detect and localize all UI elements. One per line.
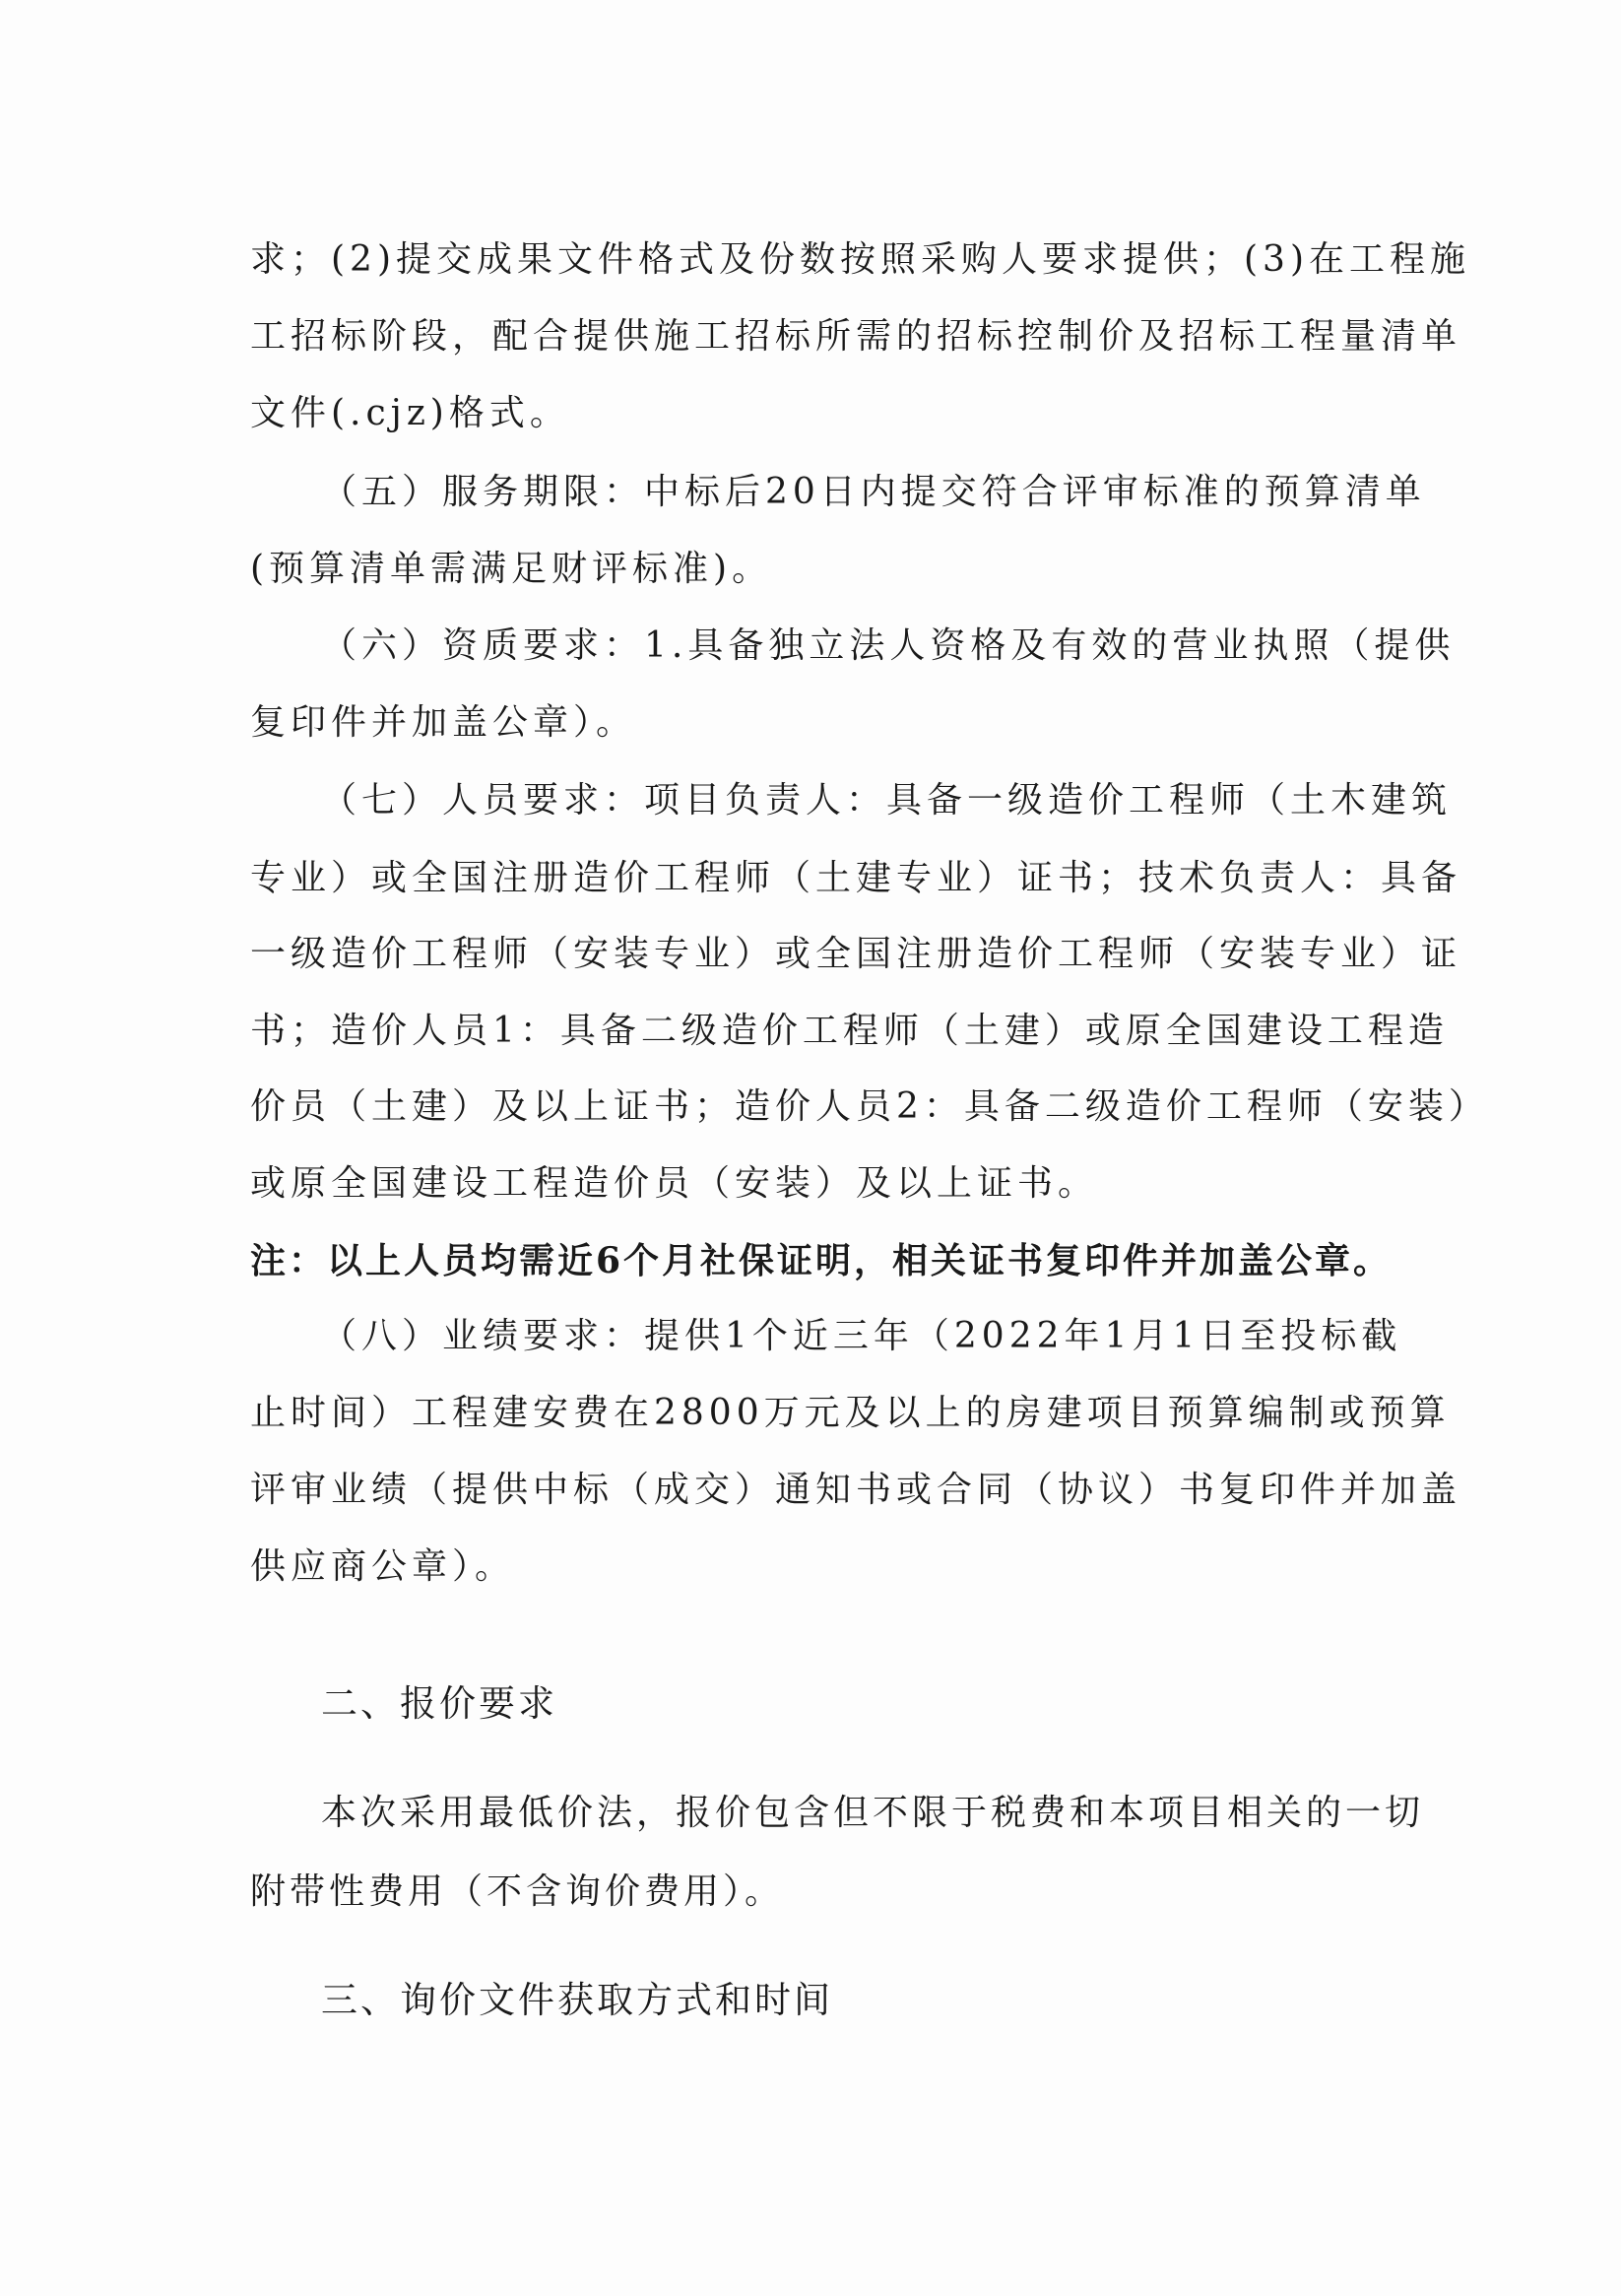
text-line: 价员（土建）及以上证书；造价人员2：具备二级造价工程师（安装） <box>250 1086 1489 1127</box>
text-line: 求；(2)提交成果文件格式及份数按照采购人要求提供；(3)在工程施 <box>250 239 1470 280</box>
text-line: 供应商公章）。 <box>250 1546 516 1587</box>
text-line: 附带性费用（不含询价费用）。 <box>250 1871 785 1912</box>
text-line: （八）业绩要求：提供1个近三年（2022年1月1日至投标截 <box>321 1316 1402 1356</box>
text-line: 复印件并加盖公章）。 <box>250 702 637 743</box>
text-line: 书；造价人员1：具备二级造价工程师（土建）或原全国建设工程造 <box>250 1011 1449 1051</box>
text-line: 止时间）工程建安费在2800万元及以上的房建项目预算编制或预算 <box>250 1393 1451 1433</box>
section-heading: 三、询价文件获取方式和时间 <box>321 1979 833 2021</box>
text-line: 评审业绩（提供中标（成交）通知书或合同（协议）书复印件并加盖 <box>250 1470 1462 1510</box>
text-line: （七）人员要求：项目负责人：具备一级造价工程师（土木建筑 <box>321 780 1453 820</box>
text-line: 文件(.cjz)格式。 <box>250 393 570 433</box>
text-line: 或原全国建设工程造价员（安装）及以上证书。 <box>250 1163 1099 1204</box>
text-line: （五）服务期限：中标后20日内提交符合评审标准的预算清单 <box>321 472 1426 512</box>
section-heading: 二、报价要求 <box>321 1682 557 1725</box>
text-line: 一级造价工程师（安装专业）或全国注册造价工程师（安装专业）证 <box>250 934 1462 974</box>
text-line: 专业）或全国注册造价工程师（土建专业）证书；技术负责人：具备 <box>250 858 1462 898</box>
text-line: 工招标阶段，配合提供施工招标所需的招标控制价及招标工程量清单 <box>250 316 1462 357</box>
text-line: （六）资质要求：1.具备独立法人资格及有效的营业执照（提供 <box>321 625 1456 666</box>
note-line: 注：以上人员均需近6个月社保证明，相关证书复印件并加盖公章。 <box>250 1240 1393 1281</box>
text-line: 本次采用最低价法，报价包含但不限于税费和本项目相关的一切 <box>321 1793 1425 1833</box>
text-line: (预算清单需满足财评标准)。 <box>250 549 773 589</box>
